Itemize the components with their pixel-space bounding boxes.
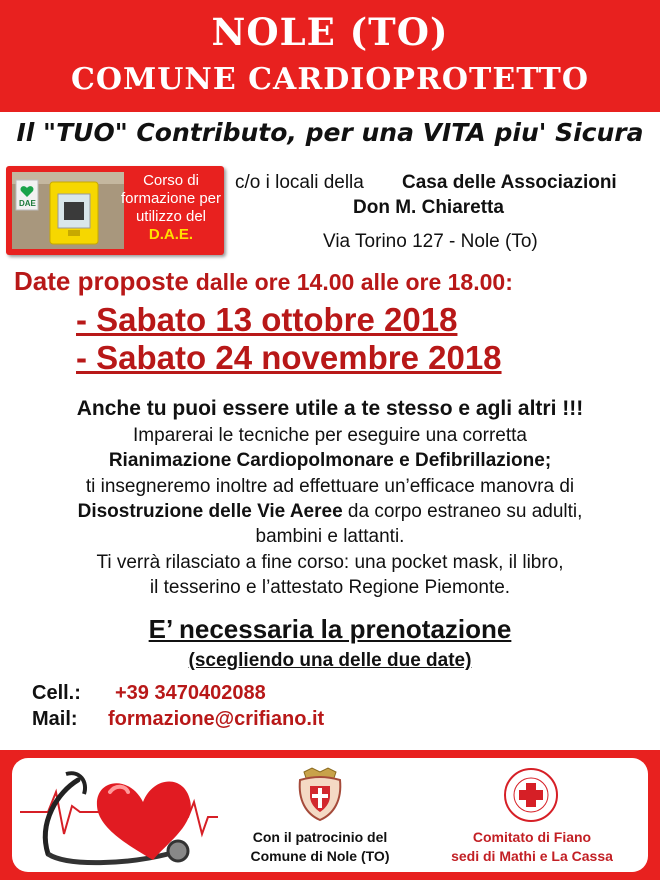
dates-hours: dalle ore 14.00 alle ore 18.00:: [195, 269, 513, 295]
badge-line-1: Corso di: [143, 172, 199, 189]
date-item-1: - Sabato 13 ottobre 2018: [76, 301, 458, 338]
footer-banner: [0, 750, 660, 880]
footer-panel: [12, 758, 648, 872]
stethoscope-heart-icon: [18, 762, 218, 868]
info-line-5: bambini e lattanti.: [255, 526, 405, 547]
dates-heading: [14, 266, 513, 297]
dates-label: Date proposte: [14, 266, 189, 296]
mail-value[interactable]: formazione@crifiano.it: [108, 708, 325, 730]
info-line-3: ti insegneremo inoltre ad effettuare un’efficace manovra di: [85, 476, 575, 497]
tagline: Il "TUO" Contributo, per una VITA piu' Sicura: [16, 118, 644, 147]
page-title: NOLE (TO): [211, 10, 449, 54]
info-line-4: [0, 501, 660, 523]
info-line-4-rest: da corpo estraneo su adulti,: [342, 501, 583, 522]
dae-icon-label: DAE: [19, 199, 36, 208]
info-line-6: Ti verrà rilasciato a fine corso: una pocket mask, il libro,: [96, 552, 564, 573]
info-line-7: il tesserino e l’attestato Regione Piemonte.: [149, 577, 511, 598]
info-line-2: Rianimazione Cardiopolmonare e Defibrillazione;: [108, 450, 552, 471]
course-badge-text: [118, 172, 224, 244]
mail-label: Mail:: [32, 708, 78, 730]
location-address: Via Torino 127 - Nole (To): [323, 231, 538, 252]
date-item-2: - Sabato 24 novembre 2018: [76, 339, 502, 376]
booking-subtitle: (scegliendo una delle due date): [188, 650, 472, 671]
info-line-4-bold: Disostruzione delle Vie Aeree: [77, 501, 343, 522]
location-venue-2: Don M. Chiaretta: [353, 197, 504, 218]
committee-text: [420, 828, 644, 866]
red-cross-emblem-icon: [502, 766, 560, 824]
cell-label: Cell.:: [32, 682, 81, 704]
booking-title: E’ necessaria la prenotazione: [148, 614, 512, 644]
location-prefix: c/o i locali della: [235, 172, 364, 193]
patronage-line-1: Con il patrocinio del: [252, 829, 388, 845]
badge-line-2: formazione per: [120, 190, 222, 207]
course-badge: [6, 166, 224, 255]
committee-line-2: sedi di Mathi e La Cassa: [451, 848, 613, 864]
defibrillator-photo: [12, 172, 124, 249]
cell-value[interactable]: +39 3470402088: [115, 682, 266, 704]
nole-coat-of-arms-icon: [294, 766, 346, 822]
badge-line-3: utilizzo del: [135, 208, 207, 225]
patronage-line-2: Comune di Nole (TO): [250, 848, 390, 864]
badge-dae: D.A.E.: [148, 226, 194, 243]
info-line-1: Imparerai le tecniche per eseguire una corretta: [133, 425, 527, 446]
call-to-action: Anche tu puoi essere utile a te stesso e agli altri !!!: [76, 397, 584, 420]
committee-line-1: Comitato di Fiano: [472, 829, 592, 845]
patronage-text: [234, 828, 406, 866]
page-subtitle: COMUNE CARDIOPROTETTO: [71, 62, 589, 97]
location-venue-1: Casa delle Associazioni: [402, 172, 617, 193]
